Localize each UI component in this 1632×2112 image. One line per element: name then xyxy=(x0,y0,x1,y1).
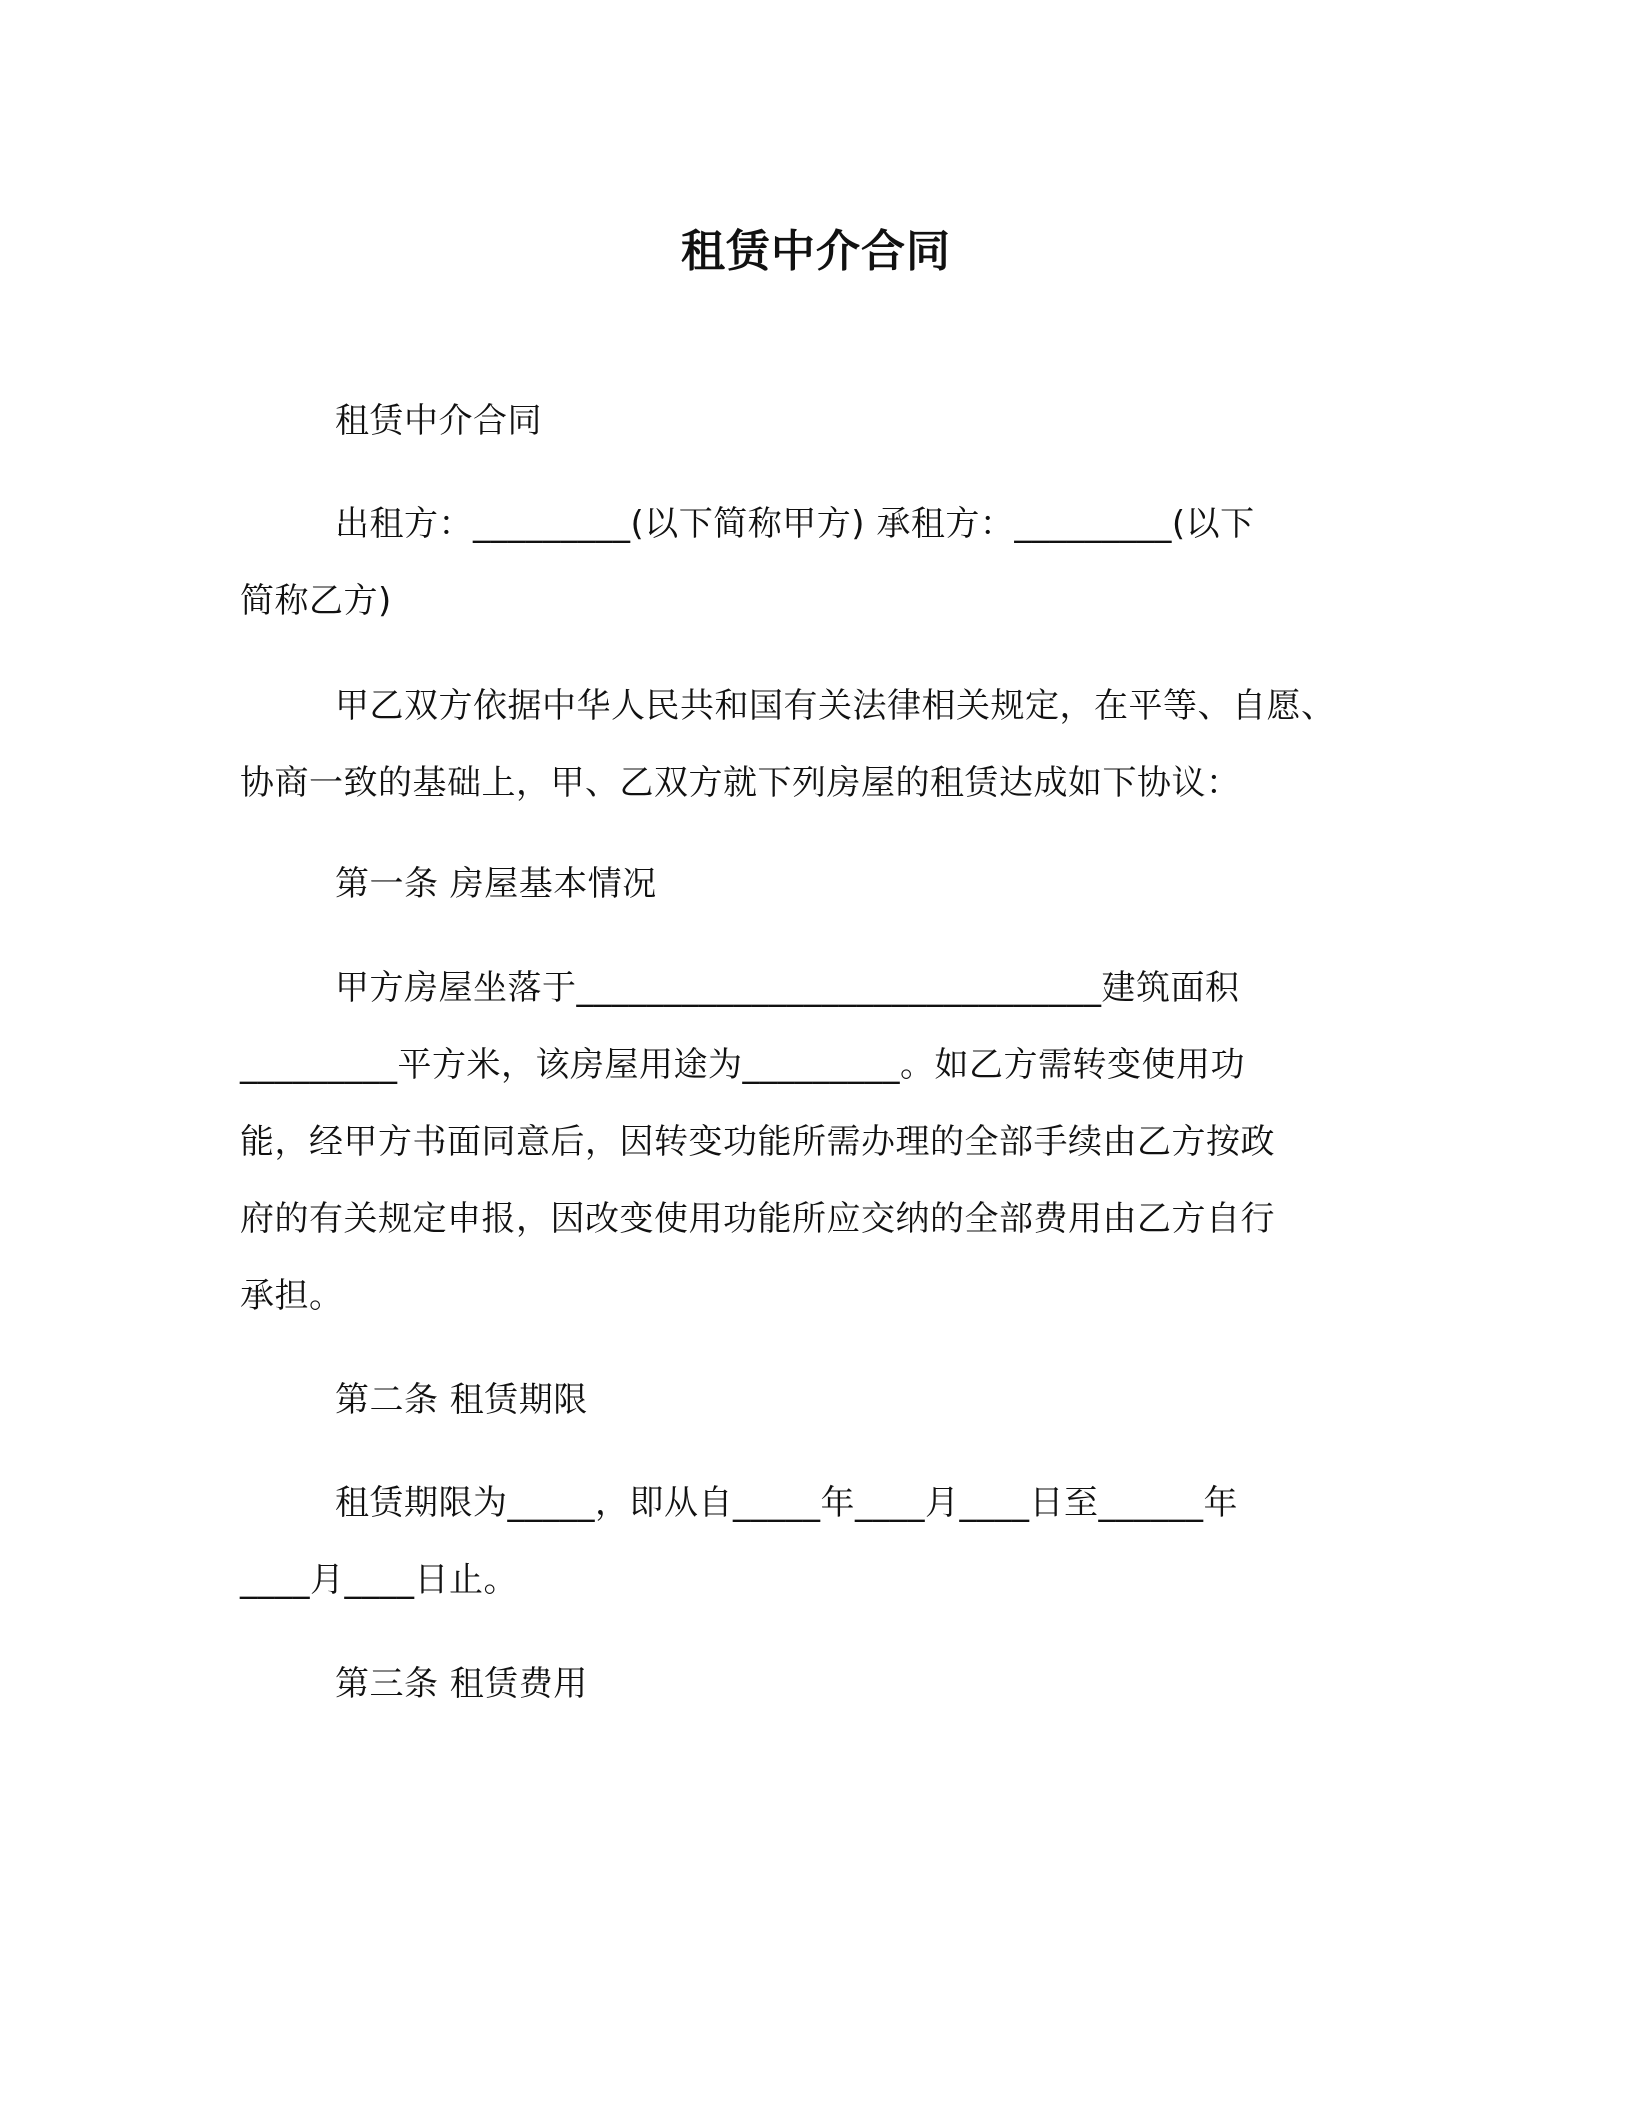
article-1-heading-text: 第一条 房屋基本情况 xyxy=(335,864,657,904)
article-1-heading xyxy=(240,846,1405,923)
article-1-line-4: 府的有关规定申报，因改变使用功能所应交纳的全部费用由乙方自行 xyxy=(240,1199,1275,1239)
article-1-line-3: 能，经甲方书面同意后，因转变功能所需办理的全部手续由乙方按政 xyxy=(240,1122,1275,1162)
preamble-line-1: 甲乙双方依据中华人民共和国有关法律相关规定，在平等、自愿、 xyxy=(335,686,1336,726)
article-1-line-5: 承担。 xyxy=(240,1276,344,1316)
article-3-heading-text: 第三条 租赁费用 xyxy=(335,1664,588,1704)
article-1-body xyxy=(240,950,1405,1335)
parties-line-1: 出租方：_________(以下简称甲方) 承租方：_________(以下 xyxy=(335,504,1255,544)
article-2-line-2: ____月____日止。 xyxy=(240,1560,518,1600)
article-2-body xyxy=(240,1465,1405,1619)
article-2-heading xyxy=(240,1362,1405,1439)
parties-paragraph xyxy=(240,486,1405,640)
article-3-heading xyxy=(240,1646,1405,1723)
article-1-line-2: _________平方米，该房屋用途为_________。如乙方需转变使用功 xyxy=(240,1045,1245,1085)
document-subtitle xyxy=(240,383,1405,460)
article-1-line-1: 甲方房屋坐落于______________________________建筑面积 xyxy=(335,968,1240,1008)
document-title: 租赁中介合同 xyxy=(681,226,951,277)
article-2-line-1: 租赁期限为_____，即从自_____年____月____日至______年 xyxy=(335,1483,1238,1523)
article-2-heading-text: 第二条 租赁期限 xyxy=(335,1380,588,1420)
parties-line-2: 简称乙方) xyxy=(240,581,392,621)
preamble-line-2: 协商一致的基础上，甲、乙双方就下列房屋的租赁达成如下协议： xyxy=(240,763,1241,803)
subtitle-text: 租赁中介合同 xyxy=(335,401,542,441)
preamble-paragraph xyxy=(240,668,1405,822)
